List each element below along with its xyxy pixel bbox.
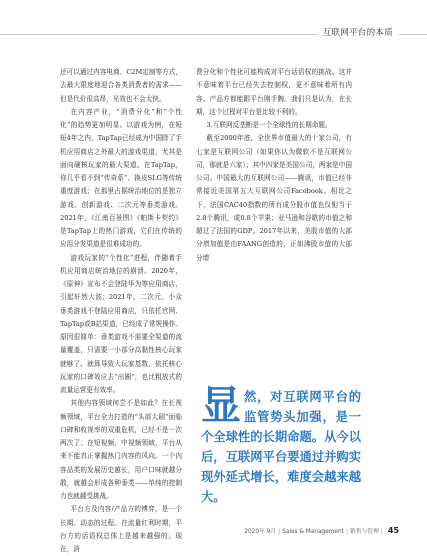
page-header	[0, 0, 427, 28]
footer-separator: |	[345, 529, 348, 535]
paragraph: 其他内容领域何尝不是如此？在长视频领域，平台全力打造的“头部大剧”面临口碑和收视率的双重危机，已经不是一次两次了；在短视频、中视频领域，平台从来不能真正掌握热门内容的风向。一个内容品类的发展历史越长，用户口味就越分散，就越会形成各种垂类——单纯的控制力也就越受挑战。	[60, 399, 182, 500]
paragraph: 还可以通过内容电商、C2M定制等方式，去最大限度地迎合各类消费者的需求——但是代价很高昂，见效也不会太快。	[60, 68, 182, 103]
footer-magazine-en: Sales & Management	[282, 529, 344, 535]
pull-quote-text: 然，对互联网平台的监管势头加强，是一个全球性的长期命题。从今以后，互联网平台要通过并购实现外延式增长，难度会越来越大。	[201, 389, 361, 504]
footer-separator: |	[278, 529, 281, 535]
left-column	[60, 66, 182, 556]
footer-date: 2020年 9月	[244, 529, 277, 535]
paragraph: 平台方及内容/产品方的博弈，是一个长期、动态的过程。在流量红利时期，平台方的话语权总体上是越来越强的；现在，消	[60, 505, 182, 553]
pull-quote	[201, 382, 361, 507]
section-title: 互联网平台的本质	[317, 26, 399, 40]
footer-magazine-cn: 销售与管理	[349, 529, 379, 535]
page-number: 45	[387, 526, 399, 535]
right-column	[196, 66, 352, 265]
paragraph: 截至2000年底，全世界市值最大的十家公司，有七家是互联网公司（如果你认为微软不是互联网公司，那就是六家）；其中四家是美国公司，两家是中国公司。中国最大的互联网公司——腾讯，市值已经非常接近美国第五大互联网公司Facebook。相比之下，法国CAC40指数的所有成分股市值也仅相当于2.8个腾讯，或0.8个苹果；亚马逊和谷歌的市值之和超过了法国的GDP。2017年以来，美股市值的大部分增加值是由FAANG创造的，正如沸股市值的大部分增	[196, 134, 352, 262]
paragraph: 3.互联网反垄断是一个全球性的长期命题。	[206, 121, 332, 129]
footer-separator: |	[380, 529, 383, 535]
paragraph: 费分化和个性化可能构成对平台话语权的挑战。这并不意味着平台已经失去控制权，更不意味着所有内容、产品方都能跟平台刚手腕。我们只是认为，在长期，这个过程对平台是比较不利的。	[196, 68, 352, 116]
paragraph: 游戏玩家的“个性化”进程，伴随着手机应用商店统治地位的崩溃。2020年，《原神》宣布不会登陆华为等应用商店，引起轩然大波；2021年，二次元、小众垂类游戏不登陆应用商店，只依托官网、TapTap或B站渠道，已经成了常规操作。原因很简单：垂类游戏不需要全渠道的流量覆盖，只需要一小部分高黏性核心玩家就够了。就算导致大玩家基数，依托核心玩家的口碑效应去“出圈”，也比粗放式的流量运营更有效率。	[60, 253, 182, 394]
drop-cap: 显	[201, 382, 241, 429]
paragraph: 在内容产业，“消费分化”和“个性化”的趋势更加明显。以游戏为例，在短短4年之内，TapTap已经成为中国除了手机应用商店之外最大的游戏渠道，尤其是面向硬核玩家的最大渠道。在TapTap，你几乎看不到“传奇系”、换皮SLG等传统重度游戏；在那里占据统治地位的是独立游戏、创新游戏、二次元等垂类游戏。2021年，《江南百景图》《帕斯卡契约》是TapTap上的热门游戏，它们在传统的应用分发渠道是很难成功的。	[60, 107, 182, 249]
page-footer	[244, 524, 399, 538]
